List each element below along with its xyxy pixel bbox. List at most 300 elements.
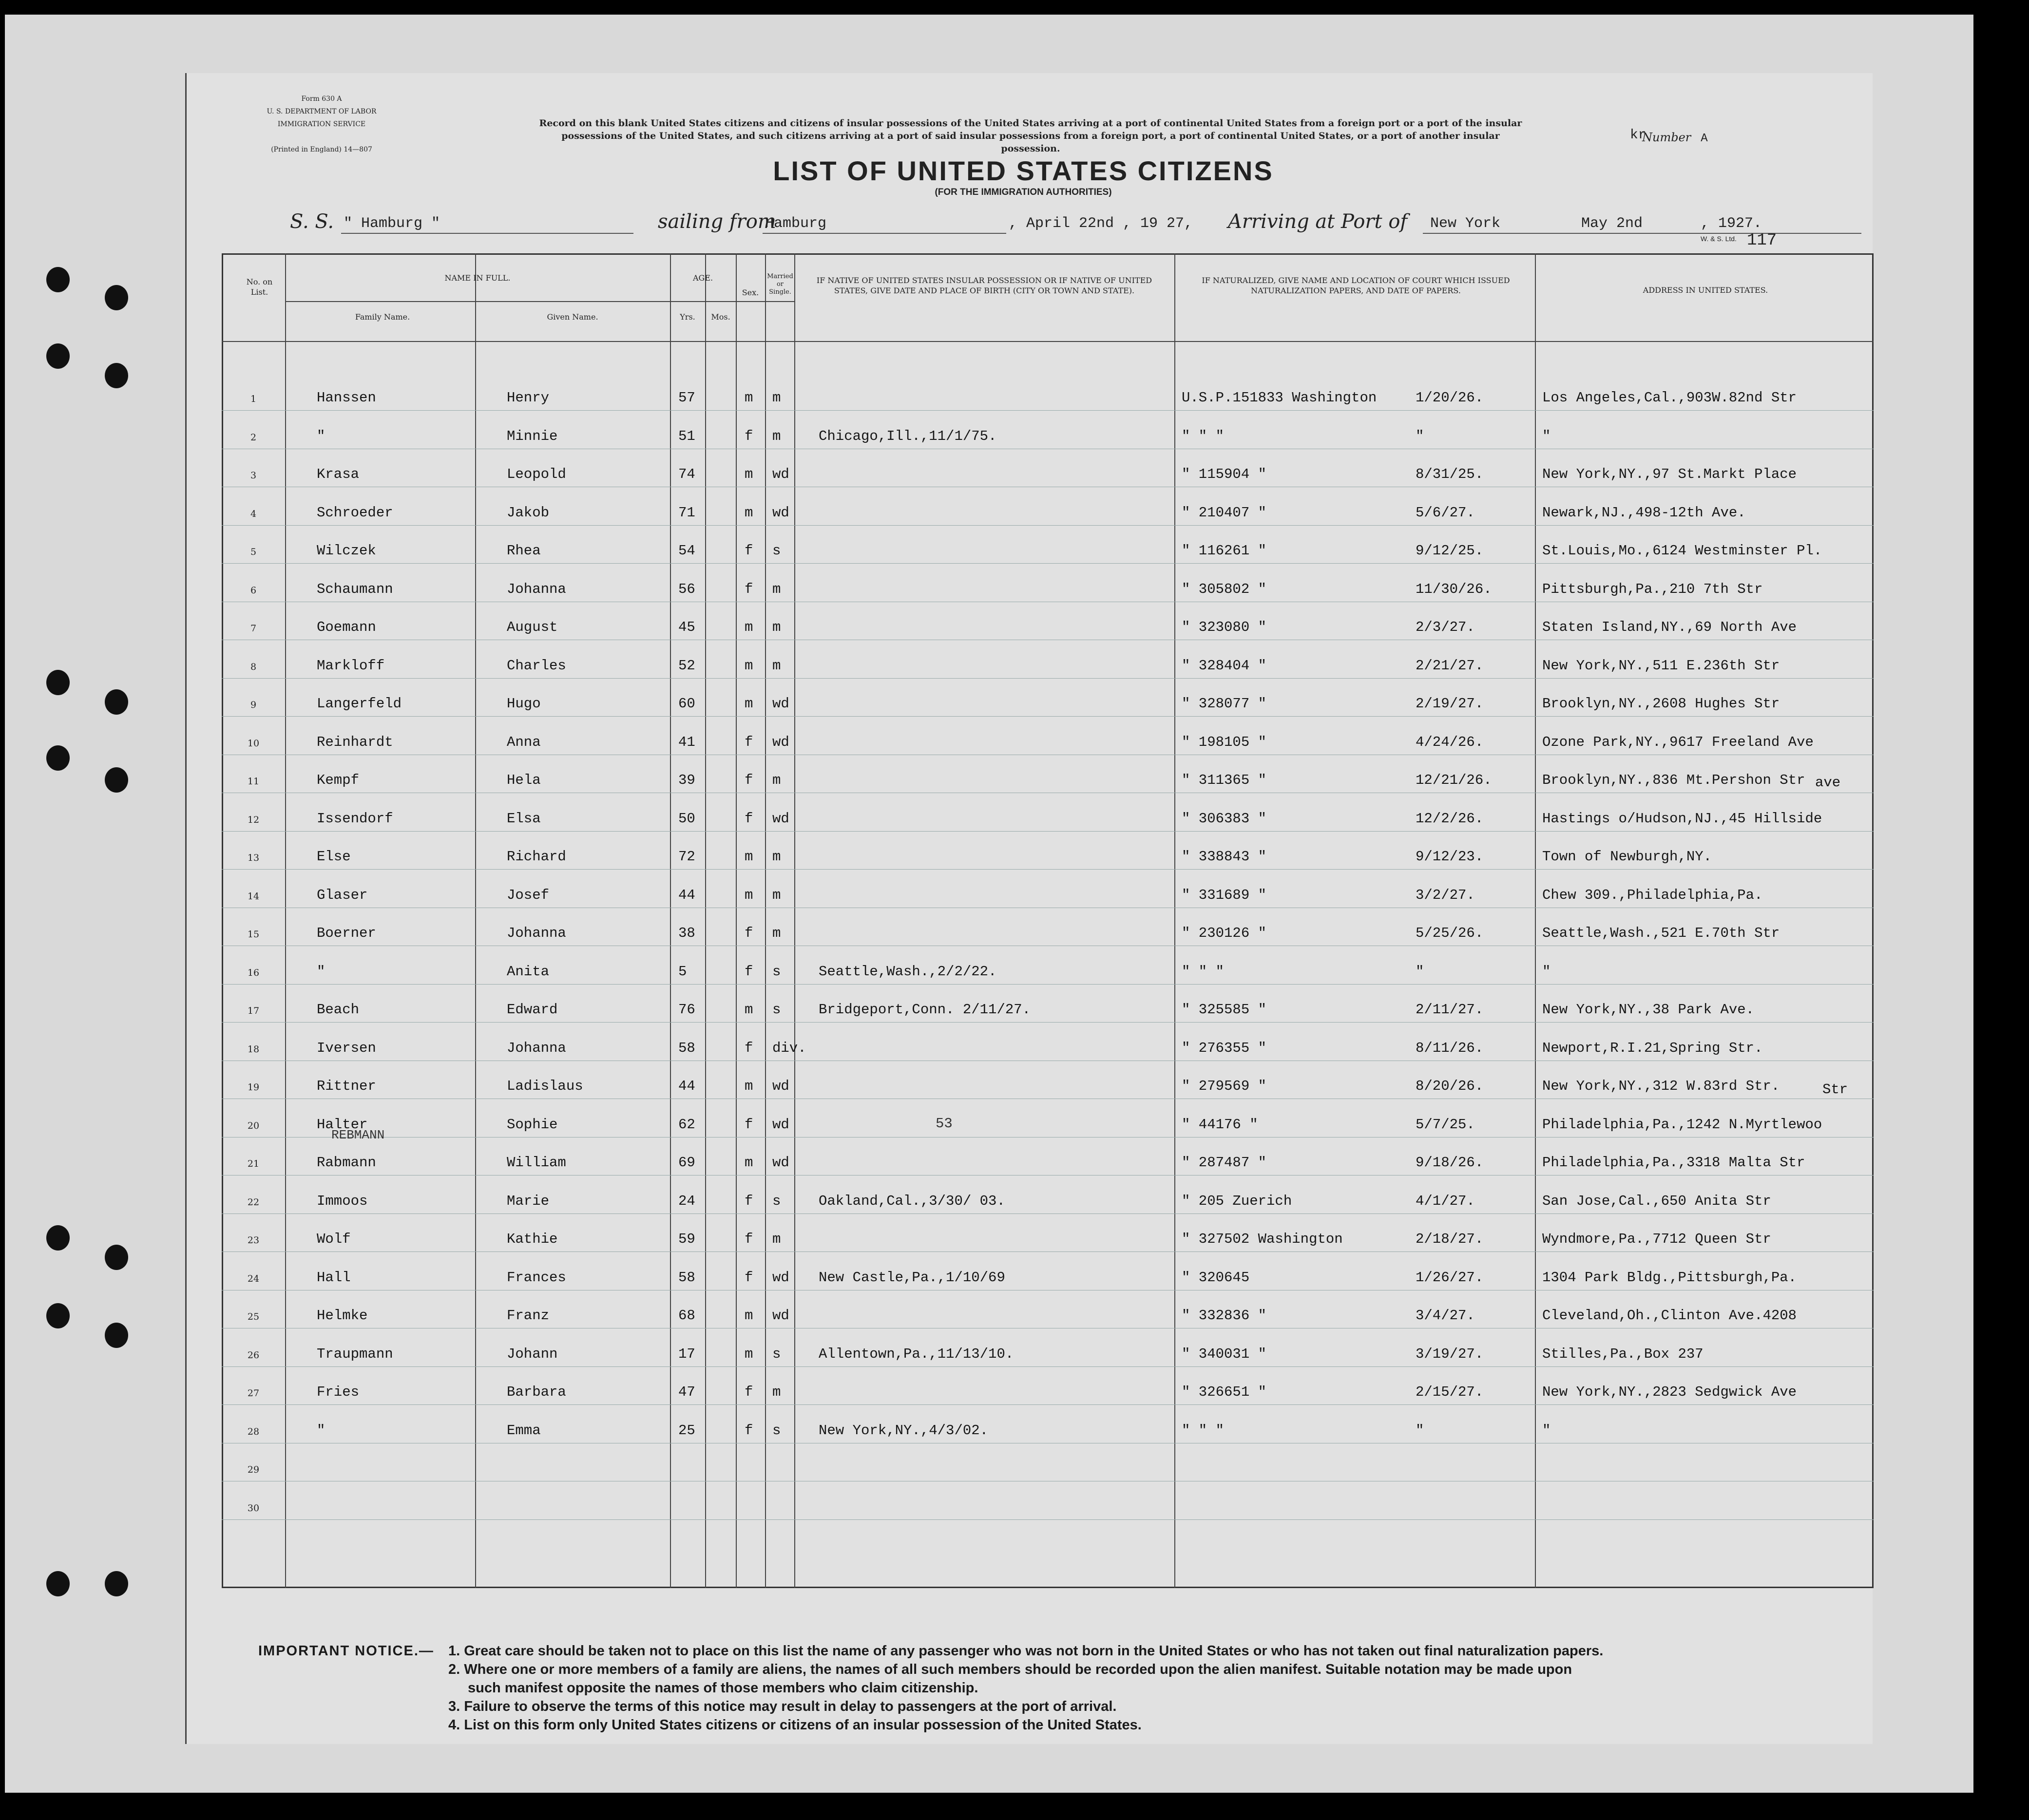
row-number: 1 [250, 394, 257, 404]
annotation-rebmann: REBMANN [331, 1128, 385, 1142]
marital-status: wd [772, 1078, 789, 1094]
us-address: New York,NY.,511 E.236th Str [1542, 657, 1780, 674]
naturalization-date: 5/7/25. [1416, 1116, 1475, 1133]
family-name: Else [317, 849, 351, 865]
row-number: 22 [247, 1196, 260, 1208]
page-number: 117 [1747, 231, 1777, 250]
marital-status: s [772, 543, 781, 559]
naturalization-date: 2/21/27. [1416, 657, 1484, 674]
us-address: Seattle,Wash.,521 E.70th Str [1542, 925, 1780, 941]
family-name: Fries [317, 1384, 360, 1400]
us-address: Stilles,Pa.,Box 237 [1542, 1346, 1704, 1362]
family-name: Traupmann [317, 1346, 393, 1362]
marital-status: wd [772, 696, 789, 712]
binder-hole [46, 1225, 70, 1251]
age-years: 45 [678, 619, 695, 635]
family-name: Halter [317, 1116, 368, 1133]
us-address: Ozone Park,NY.,9617 Freeland Ave [1542, 734, 1814, 750]
row-rule [222, 1404, 1874, 1405]
naturalization-court: " 205 Zuerich [1182, 1193, 1292, 1209]
family-name: Beach [317, 1002, 360, 1018]
birth-place-date: Oakland,Cal.,3/30/ 03. [819, 1193, 1005, 1209]
us-address: Brooklyn,NY.,2608 Hughes Str [1542, 696, 1780, 712]
birth-place-date: Bridgeport,Conn. 2/11/27. [819, 1002, 1031, 1018]
given-name: Anita [507, 963, 550, 980]
sex: f [745, 428, 753, 444]
age-years: 54 [678, 543, 695, 559]
marital-status: wd [772, 1116, 789, 1133]
sex: m [745, 390, 753, 406]
sex: m [745, 657, 753, 674]
marital-status: s [772, 1002, 781, 1018]
us-address: " [1542, 428, 1551, 444]
naturalization-court: " 323080 " [1182, 619, 1267, 635]
row-rule [222, 1022, 1874, 1023]
us-address: Newport,R.I.21,Spring Str. [1542, 1040, 1763, 1056]
sex: f [745, 1116, 753, 1133]
department: U. S. DEPARTMENT OF LABOR [267, 108, 377, 115]
marital-status: m [772, 925, 781, 941]
naturalization-date: 2/19/27. [1416, 696, 1484, 712]
sex: f [745, 1040, 753, 1056]
age-years: 51 [678, 428, 695, 444]
birth-place-date: New York,NY.,4/3/02. [819, 1422, 989, 1439]
naturalization-date: 3/2/27. [1416, 887, 1475, 903]
family-name: Wilczek [317, 543, 376, 559]
given-name: Edward [507, 1002, 558, 1018]
sex: f [745, 1269, 753, 1286]
sex: m [745, 619, 753, 635]
age-years: 44 [678, 1078, 695, 1094]
us-address: Wyndmore,Pa.,7712 Queen Str [1542, 1231, 1771, 1247]
naturalization-date: 2/15/27. [1416, 1384, 1484, 1400]
sailing-from: Hamburg [765, 215, 827, 232]
row-rule [222, 869, 1874, 870]
naturalization-court: " 230126 " [1182, 925, 1267, 941]
binder-hole [46, 745, 70, 771]
given-name: Marie [507, 1193, 550, 1209]
us-address: Chew 309.,Philadelphia,Pa. [1542, 887, 1763, 903]
notice-items [448, 1642, 1886, 1734]
marital-status: m [772, 1231, 781, 1247]
age-years: 39 [678, 772, 695, 788]
given-name: Johanna [507, 925, 566, 941]
kr-code: kr [1630, 128, 1646, 143]
row-number: 2 [250, 432, 257, 443]
row-number: 17 [247, 1005, 260, 1016]
age-years: 71 [678, 504, 695, 521]
age-years: 74 [678, 466, 695, 482]
row-number: 6 [250, 585, 257, 596]
given-name: Henry [507, 390, 550, 406]
sailing-label: sailing from [658, 210, 776, 233]
col-header-sex: Sex. [742, 288, 759, 297]
sex: f [745, 963, 753, 980]
family-name: Hanssen [317, 390, 376, 406]
age-years: 47 [678, 1384, 695, 1400]
us-address: San Jose,Cal.,650 Anita Str [1542, 1193, 1771, 1209]
naturalization-court: " 279569 " [1182, 1078, 1267, 1094]
sex: f [745, 543, 753, 559]
naturalization-date: 9/18/26. [1416, 1155, 1484, 1171]
naturalization-court: " 198105 " [1182, 734, 1267, 750]
naturalization-date: 1/20/26. [1416, 390, 1484, 406]
us-address: " [1542, 963, 1551, 980]
col-header-family: Family Name. [355, 312, 410, 322]
marital-status: m [772, 1384, 781, 1400]
sex: m [745, 1346, 753, 1362]
sex: m [745, 466, 753, 482]
naturalization-date: 3/4/27. [1416, 1308, 1475, 1324]
age-years: 50 [678, 810, 695, 827]
given-name: Frances [507, 1269, 566, 1286]
service: IMMIGRATION SERVICE [277, 120, 366, 128]
us-address: New York,NY.,38 Park Ave. [1542, 1002, 1755, 1018]
given-name: Kathie [507, 1231, 558, 1247]
naturalization-date: 8/20/26. [1416, 1078, 1484, 1094]
row-number: 24 [247, 1273, 260, 1284]
naturalization-date: 12/21/26. [1416, 772, 1492, 788]
col-header-address: ADDRESS IN UNITED STATES. [1643, 285, 1768, 295]
sex: f [745, 1422, 753, 1439]
family-name: " [317, 428, 325, 444]
row-number: 28 [247, 1426, 260, 1437]
col-header-yrs: Yrs. [680, 312, 695, 322]
age-years: 58 [678, 1269, 695, 1286]
naturalization-date: " [1416, 428, 1424, 444]
family-name: Rabmann [317, 1155, 376, 1171]
us-address: Philadelphia,Pa.,1242 N.Myrtlewoo [1542, 1116, 1822, 1133]
age-years: 25 [678, 1422, 695, 1439]
record-instructions: Record on this blank United States citizens and citizens of insular possessions of the United States arriving at a port of continental United States from a foreign port or a port of the insular possessions of the United States, and such citizens arriving at a port of said insular possessions from a foreign port, a port of continental United States, or a port of another insular possession. [539, 118, 1522, 154]
age-years: 38 [678, 925, 695, 941]
notice-item: 2. Where one or more members of a family are aliens, the names of all such members should be recorded upon the alien manifest. Suitable notation may be made upon [448, 1662, 1572, 1677]
naturalization-court: " 287487 " [1182, 1155, 1267, 1171]
marital-status: m [772, 581, 781, 597]
marital-status: m [772, 619, 781, 635]
naturalization-date: 1/26/27. [1416, 1269, 1484, 1286]
col-header-birth: IF NATIVE OF UNITED STATES INSULAR POSSESSION OR IF NATIVE OF UNITED STATES, GIVE DATE AND PLACE OF BIRTH (CITY OR TOWN AND STATE). [816, 276, 1152, 295]
marital-status: wd [772, 810, 789, 827]
family-name: Rittner [317, 1078, 376, 1094]
naturalization-date: 2/11/27. [1416, 1002, 1484, 1018]
given-name: Rhea [507, 543, 541, 559]
annotation-ave: ave [1815, 775, 1841, 791]
row-rule [222, 525, 1874, 526]
us-address: Town of Newburgh,NY. [1542, 849, 1712, 865]
row-number: 26 [247, 1349, 260, 1361]
marital-status: m [772, 772, 781, 788]
departure-date: , April 22nd , 19 27, [1009, 215, 1193, 232]
marital-status: s [772, 1422, 781, 1439]
given-name: Sophie [507, 1116, 558, 1133]
marital-status: wd [772, 504, 789, 521]
given-name: Charles [507, 657, 566, 674]
col-header-name: NAME IN FULL. [444, 273, 511, 283]
naturalization-court: " 325585 " [1182, 1002, 1267, 1018]
given-name: William [507, 1155, 566, 1171]
naturalization-date: 3/19/27. [1416, 1346, 1484, 1362]
form-number: Form 630 A [301, 95, 342, 103]
marital-status: wd [772, 466, 789, 482]
form-info [244, 93, 400, 156]
given-name: Elsa [507, 810, 541, 827]
sex: m [745, 1002, 753, 1018]
ss-label: S. S. [290, 210, 334, 233]
age-years: 17 [678, 1346, 695, 1362]
naturalization-court: " " " [1182, 428, 1225, 444]
binder-hole [105, 689, 128, 715]
row-number: 8 [250, 661, 257, 672]
col-header-naturalized: IF NATURALIZED, GIVE NAME AND LOCATION OF COURT WHICH ISSUED NATURALIZATION PAPERS, AND DATE OF PAPERS. [1202, 276, 1510, 295]
sex: m [745, 1308, 753, 1324]
us-address: " [1542, 1422, 1551, 1439]
family-name: Helmke [317, 1308, 368, 1324]
naturalization-date: 9/12/23. [1416, 849, 1484, 865]
marital-status: m [772, 390, 781, 406]
marital-status: wd [772, 1155, 789, 1171]
row-rule [222, 831, 1874, 832]
marital-status: s [772, 1346, 781, 1362]
arrival-date: May 2nd [1581, 215, 1643, 232]
binder-hole [46, 267, 70, 292]
sex: m [745, 1078, 753, 1094]
naturalization-court: " 306383 " [1182, 810, 1267, 827]
family-name: Glaser [317, 887, 368, 903]
naturalization-court: " 326651 " [1182, 1384, 1267, 1400]
row-rule [222, 716, 1874, 717]
us-address: New York,NY.,312 W.83rd Str. [1542, 1078, 1780, 1094]
naturalization-court: " 116261 " [1182, 543, 1267, 559]
marital-status: wd [772, 1308, 789, 1324]
us-address: Philadelphia,Pa.,3318 Malta Str [1542, 1155, 1805, 1171]
age-years: 59 [678, 1231, 695, 1247]
sex: m [745, 696, 753, 712]
naturalization-court: " 328404 " [1182, 657, 1267, 674]
naturalization-date: " [1416, 963, 1424, 980]
marital-status: m [772, 428, 781, 444]
family-name: Langerfeld [317, 696, 402, 712]
marital-status: s [772, 963, 781, 980]
marital-status: m [772, 887, 781, 903]
row-rule [222, 984, 1874, 985]
marital-status: div. [772, 1040, 806, 1056]
naturalization-date: 4/24/26. [1416, 734, 1484, 750]
age-years: 5 [678, 963, 687, 980]
age-years: 62 [678, 1116, 695, 1133]
binder-hole [46, 1571, 70, 1596]
given-name: Ladislaus [507, 1078, 583, 1094]
naturalization-date: 5/6/27. [1416, 504, 1475, 521]
naturalization-court: " 328077 " [1182, 696, 1267, 712]
naturalization-date: 12/2/26. [1416, 810, 1484, 827]
us-address: St.Louis,Mo.,6124 Westminster Pl. [1542, 543, 1822, 559]
printer-code: W. & S. Ltd. [1701, 235, 1737, 243]
ship-name: " Hamburg " [344, 215, 440, 232]
number-label [1642, 131, 1708, 145]
notice-item: 1. Great care should be taken not to place on this list the name of any passenger who was not born in the United States or who has not taken out final naturalization papers. [448, 1643, 1604, 1659]
row-rule [222, 1519, 1874, 1520]
sex: f [745, 810, 753, 827]
row-number: 9 [250, 700, 257, 710]
print-info: (Printed in England) 14—807 [271, 146, 372, 153]
naturalization-court: " 327502 Washington [1182, 1231, 1343, 1247]
row-number: 5 [250, 547, 257, 557]
row-rule [222, 1137, 1874, 1138]
us-address: New York,NY.,2823 Sedgwick Ave [1542, 1384, 1797, 1400]
sex: m [745, 1155, 753, 1171]
row-number: 3 [250, 470, 257, 481]
naturalization-court: " 320645 [1182, 1269, 1250, 1286]
naturalization-court: " 338843 " [1182, 849, 1267, 865]
sex: m [745, 887, 753, 903]
age-years: 41 [678, 734, 695, 750]
notice-item: 3. Failure to observe the terms of this notice may result in delay to passengers at the port of arrival. [448, 1699, 1117, 1714]
given-name: Jakob [507, 504, 550, 521]
naturalization-court: " 305802 " [1182, 581, 1267, 597]
given-name: Franz [507, 1308, 550, 1324]
given-name: Leopold [507, 466, 566, 482]
row-number: 11 [247, 776, 260, 787]
naturalization-court: " " " [1182, 1422, 1225, 1439]
binder-hole [46, 1303, 70, 1328]
row-number: 18 [247, 1043, 260, 1055]
naturalization-court: " 311365 " [1182, 772, 1267, 788]
row-rule [222, 678, 1874, 679]
age-years: 60 [678, 696, 695, 712]
birth-place-date: New Castle,Pa.,1/10/69 [819, 1269, 1005, 1286]
binder-hole [105, 285, 128, 310]
given-name: Johanna [507, 1040, 566, 1056]
row-number: 13 [247, 853, 260, 863]
birth-place-date: Allentown,Pa.,11/13/10. [819, 1346, 1014, 1362]
given-name: Hela [507, 772, 541, 788]
naturalization-court: " " " [1182, 963, 1225, 980]
given-name: Josef [507, 887, 550, 903]
naturalization-date: 4/1/27. [1416, 1193, 1475, 1209]
family-name: Markloff [317, 657, 385, 674]
age-years: 69 [678, 1155, 695, 1171]
sex: f [745, 1193, 753, 1209]
row-number: 25 [247, 1311, 260, 1322]
given-name: Anna [507, 734, 541, 750]
page-title: LIST OF UNITED STATES CITIZENS [773, 155, 1274, 186]
naturalization-date: 9/12/25. [1416, 543, 1484, 559]
family-name: Iversen [317, 1040, 376, 1056]
family-name: " [317, 1422, 325, 1439]
notice-item: such manifest opposite the names of those members who claim citizenship. [468, 1680, 978, 1696]
sex: f [745, 925, 753, 941]
binder-hole [105, 1323, 128, 1348]
given-name: Johanna [507, 581, 566, 597]
given-name: Barbara [507, 1384, 566, 1400]
family-name: " [317, 963, 325, 980]
age-years: 58 [678, 1040, 695, 1056]
us-address: Newark,NJ.,498-12th Ave. [1542, 504, 1746, 521]
arrival-year: , 1927. [1701, 215, 1762, 232]
family-name: Schaumann [317, 581, 393, 597]
naturalization-court: " 332836 " [1182, 1308, 1267, 1324]
us-address: Staten Island,NY.,69 North Ave [1542, 619, 1797, 635]
sex: f [745, 734, 753, 750]
page-subtitle: (FOR THE IMMIGRATION AUTHORITIES) [935, 187, 1112, 197]
sex: f [745, 772, 753, 788]
naturalization-court: " 44176 " [1182, 1116, 1258, 1133]
binder-hole [105, 767, 128, 793]
row-number: 12 [247, 814, 260, 825]
naturalization-court: U.S.P.151833 Washington [1182, 390, 1377, 406]
row-rule [222, 1251, 1874, 1252]
age-years: 52 [678, 657, 695, 674]
birth-place-date: Chicago,Ill.,11/1/75. [819, 428, 997, 444]
marital-status: s [772, 1193, 781, 1209]
sex: m [745, 504, 753, 521]
naturalization-date: 8/11/26. [1416, 1040, 1484, 1056]
row-number: 7 [250, 623, 257, 634]
notice-item: 4. List on this form only United States citizens or citizens of an insular possession of the United States. [448, 1717, 1142, 1733]
naturalization-court: " 340031 " [1182, 1346, 1267, 1362]
row-number: 19 [247, 1082, 260, 1093]
row-number: 23 [247, 1235, 260, 1246]
marital-status: m [772, 849, 781, 865]
family-name: Wolf [317, 1231, 351, 1247]
us-address: Los Angeles,Cal.,903W.82nd Str [1542, 390, 1797, 406]
row-number: 21 [247, 1158, 260, 1169]
family-name: Krasa [317, 466, 360, 482]
given-name: August [507, 619, 558, 635]
given-name: Emma [507, 1422, 541, 1439]
family-name: Issendorf [317, 810, 393, 827]
binder-hole [105, 1245, 128, 1270]
family-name: Reinhardt [317, 734, 393, 750]
age-years: 68 [678, 1308, 695, 1324]
notice-heading: IMPORTANT NOTICE.— [258, 1643, 434, 1659]
row-number: 20 [247, 1120, 260, 1131]
naturalization-date: 8/31/25. [1416, 466, 1484, 482]
marital-status: wd [772, 734, 789, 750]
marital-status: wd [772, 1269, 789, 1286]
given-name: Minnie [507, 428, 558, 444]
age-years: 72 [678, 849, 695, 865]
sex: m [745, 849, 753, 865]
naturalization-date: 2/3/27. [1416, 619, 1475, 635]
row-number: 27 [247, 1388, 260, 1399]
marital-status: m [772, 657, 781, 674]
row-number: 4 [250, 508, 257, 519]
us-address: 1304 Park Bldg.,Pittsburgh,Pa. [1542, 1269, 1797, 1286]
row-number: 15 [247, 929, 260, 940]
family-name: Goemann [317, 619, 376, 635]
number-value: A [1701, 132, 1708, 145]
col-header-mos: Mos. [711, 312, 730, 322]
sex: f [745, 1384, 753, 1400]
annotation-53: 53 [936, 1116, 953, 1132]
us-address: Cleveland,Oh.,Clinton Ave.4208 [1542, 1308, 1797, 1324]
annotation-str: Str [1822, 1081, 1848, 1098]
binder-hole [105, 363, 128, 388]
naturalization-date: 5/25/26. [1416, 925, 1484, 941]
port-of-arrival: New York [1430, 215, 1501, 232]
age-years: 44 [678, 887, 695, 903]
family-name: Kempf [317, 772, 360, 788]
age-years: 57 [678, 390, 695, 406]
us-address: Pittsburgh,Pa.,210 7th Str [1542, 581, 1763, 597]
family-name: Schroeder [317, 504, 393, 521]
row-rule [222, 1213, 1874, 1214]
us-address: Brooklyn,NY.,836 Mt.Pershon Str [1542, 772, 1805, 788]
col-header-married: Married or Single. [767, 273, 793, 296]
row-number: 16 [247, 967, 260, 978]
